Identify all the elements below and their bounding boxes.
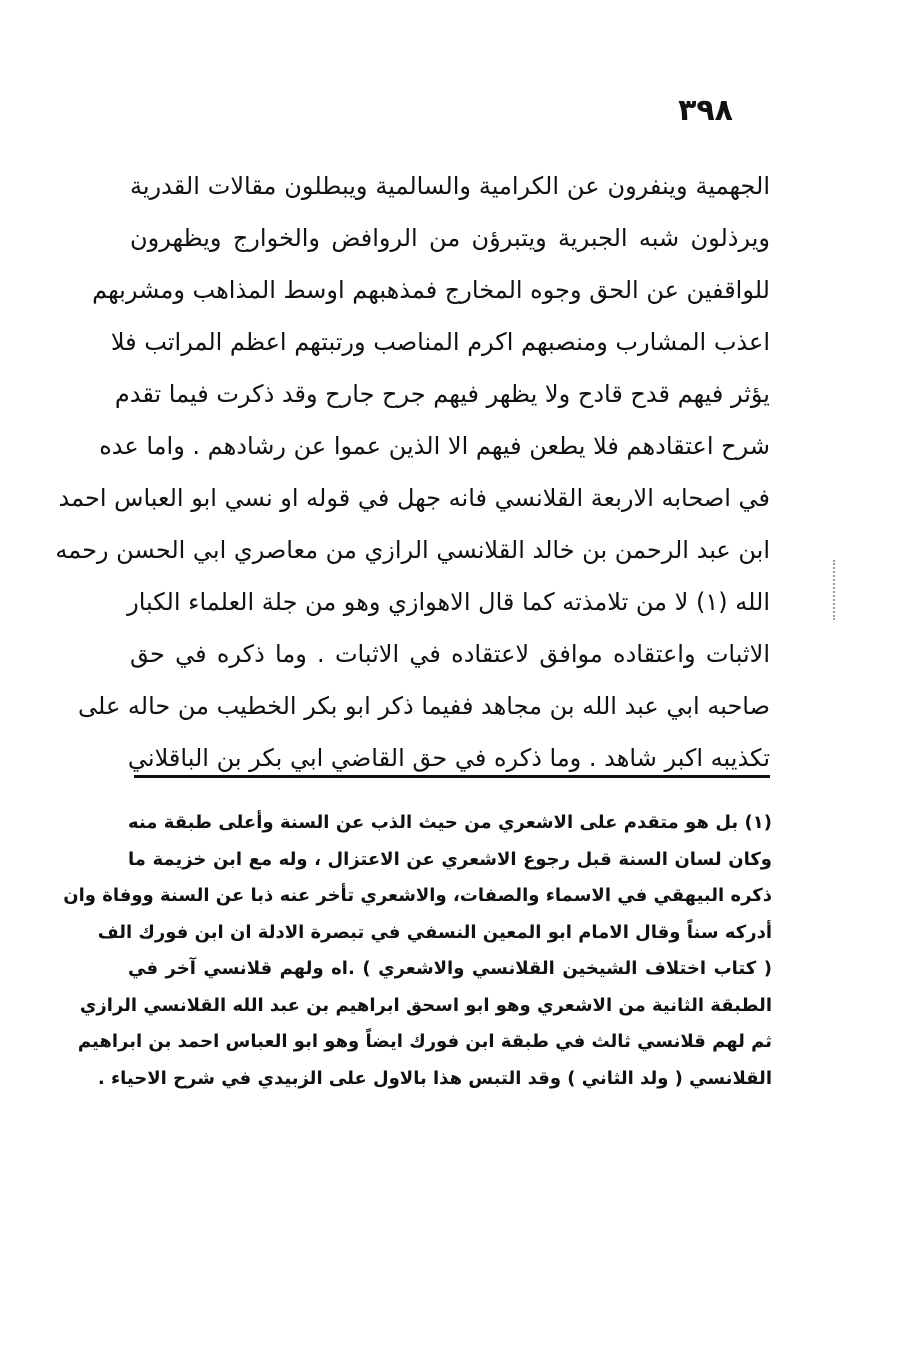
main-text-line: للواقفين عن الحق وجوه المخارج فمذهبهم اوسط المذاهب ومشربهم xyxy=(92,276,770,304)
main-text-line: يؤثر فيهم قدح قادح ولا يظهر فيهم جرح جارح وقد ذكرت فيما تقدم xyxy=(114,380,770,408)
main-text-line: الاثبات واعتقاده موافق لاعتقاده في الاثبات . وما ذكره في حق xyxy=(130,640,770,668)
main-text-line: اعذب المشارب ومنصبهم اكرم المناصب ورتبتهم اعظم المراتب فلا xyxy=(110,328,770,356)
main-text-line: ويرذلون شبه الجبرية ويتبرؤن من الروافض والخوارج ويظهرون xyxy=(130,224,770,252)
main-text-block xyxy=(55,160,770,784)
main-text-line: الجهمية وينفرون عن الكرامية والسالمية ويبطلون مقالات القدرية xyxy=(130,172,770,200)
footnote-line: أدركه سناً وقال الامام ابو المعين النسفي في تبصرة الادلة ان ابن فورك الف xyxy=(97,921,772,943)
footnote-line: ذكره البيهقي في الاسماء والصفات، والاشعري تأخر عنه ذبا عن السنة ووفاة وان xyxy=(63,885,772,906)
main-text-line: صاحبه ابي عبد الله بن مجاهد ففيما ذكر ابو بكر الخطيب من حاله على xyxy=(78,692,770,720)
footnote-line: ( كتاب اختلاف الشيخين القلانسي والاشعري ) .اه ولهم قلانسي آخر في xyxy=(128,958,772,979)
main-text-line: تكذيبه اكبر شاهد . وما ذكره في حق القاضي ابي بكر بن الباقلاني xyxy=(127,744,770,772)
main-text-line: في اصحابه الاربعة القلانسي فانه جهل في قوله او نسي ابو العباس احمد xyxy=(58,484,770,512)
footnote-line: (١) بل هو متقدم على الاشعري من حيث الذب عن السنة وأعلى طبقة منه xyxy=(128,812,772,833)
footnote-line: الطبقة الثانية من الاشعري وهو ابو اسحق ابراهيم بن عبد الله القلانسي الرازي xyxy=(79,994,772,1016)
footnote-divider xyxy=(134,775,770,778)
footnote-line: وكان لسان السنة قبل رجوع الاشعري عن الاعتزال ، وله مع ابن خزيمة ما xyxy=(128,848,772,870)
main-text-line: ابن عبد الرحمن بن خالد القلانسي الرازي من معاصري ابي الحسن رحمه xyxy=(55,536,770,564)
footnote-line: القلانسي ( ولد الثاني ) وقد التبس هذا بالاول على الزبيدي في شرح الاحياء . xyxy=(97,1067,772,1089)
scan-edge-mark xyxy=(833,560,837,620)
footnote-line: ثم لهم قلانسي ثالث في طبقة ابن فورك ايضاً وهو ابو العباس احمد بن ابراهيم xyxy=(77,1031,772,1052)
main-text-line: الله (١) لا من تلامذته كما قال الاهوازي وهو من جلة العلماء الكبار xyxy=(127,588,770,616)
footnote-block xyxy=(63,805,772,1097)
main-text-line: شرح اعتقادهم فلا يطعن فيهم الا الذين عموا عن رشادهم . واما عده xyxy=(99,432,770,460)
page-number: ٣٩٨ xyxy=(678,93,733,128)
